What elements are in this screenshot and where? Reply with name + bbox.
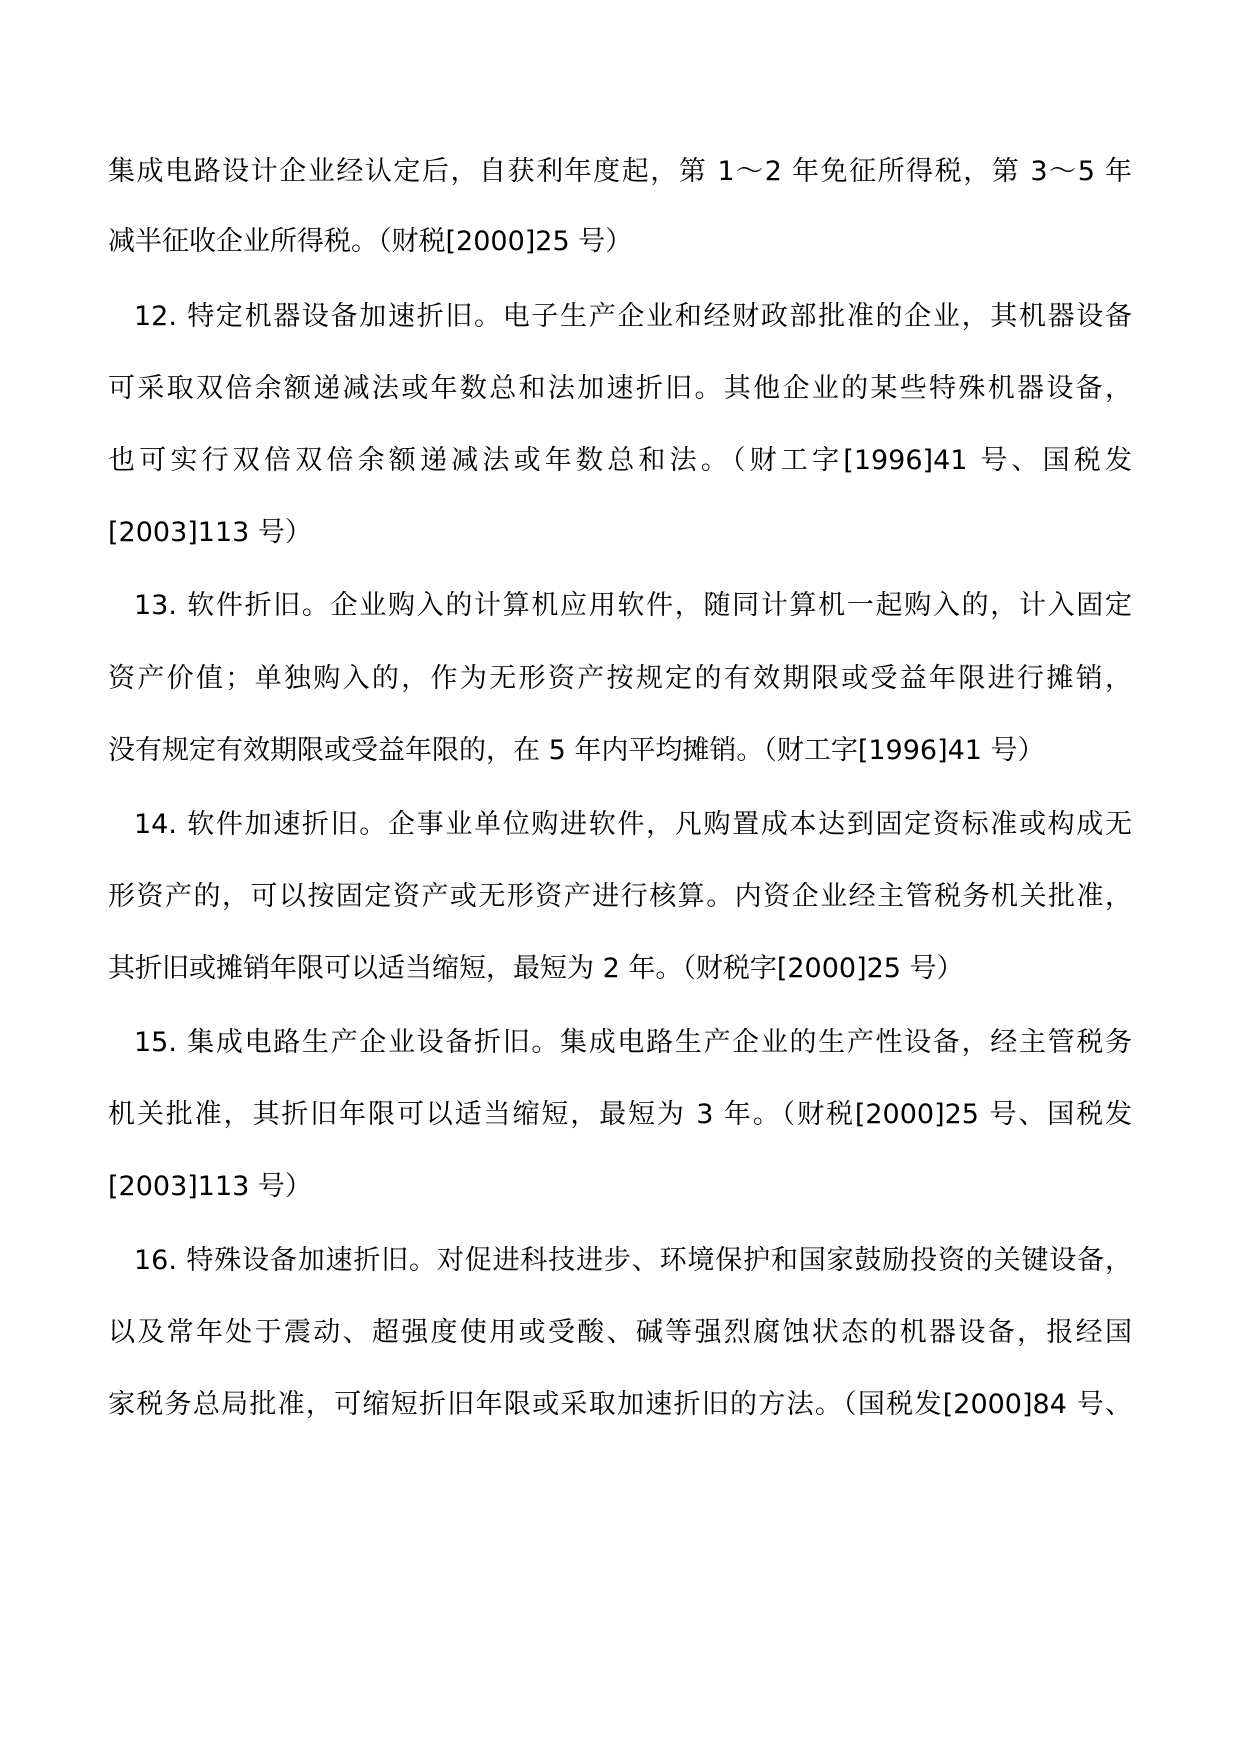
text-line: 形资产的，可以按固定资产或无形资产进行核算。内资企业经主管税务机关批准，: [108, 881, 1132, 912]
text-line: 没有规定有效期限或受益年限的，在 5 年内平均摊销。（财工字[1996]41 号）: [108, 735, 1045, 766]
text-line: 减半征收企业所得税。（财税[2000]25 号）: [108, 226, 633, 257]
paragraph-13-start: 13. 软件折旧。企业购入的计算机应用软件，随同计算机一起购入的，计入固定: [134, 590, 1132, 621]
text-line: 集成电路设计企业经认定后，自获利年度起，第 1～2 年免征所得税，第 3～5 年: [108, 156, 1132, 187]
text-line: 可采取双倍余额递减法或年数总和法加速折旧。其他企业的某些特殊机器设备，: [108, 373, 1132, 404]
text-line: 资产价值；单独购入的，作为无形资产按规定的有效期限或受益年限进行摊销，: [108, 663, 1132, 694]
text-line: [2003]113 号）: [108, 517, 312, 548]
text-line: [2003]113 号）: [108, 1171, 312, 1202]
text-line: 机关批准，其折旧年限可以适当缩短，最短为 3 年。（财税[2000]25 号、国税发: [108, 1099, 1132, 1130]
text-line: 以及常年处于震动、超强度使用或受酸、碱等强烈腐蚀状态的机器设备，报经国: [108, 1317, 1132, 1348]
text-line: 也可实行双倍双倍余额递减法或年数总和法。（财工字[1996]41 号、国税发: [108, 445, 1132, 476]
paragraph-16-start: 16. 特殊设备加速折旧。对促进科技进步、环境保护和国家鼓励投资的关键设备，: [134, 1245, 1132, 1276]
paragraph-14-start: 14. 软件加速折旧。企事业单位购进软件，凡购置成本达到固定资标准或构成无: [134, 809, 1132, 840]
paragraph-12-start: 12. 特定机器设备加速折旧。电子生产企业和经财政部批准的企业，其机器设备: [134, 301, 1132, 332]
text-line: 家税务总局批准，可缩短折旧年限或采取加速折旧的方法。（国税发[2000]84 号、: [108, 1389, 1132, 1420]
text-line: 其折旧或摊销年限可以适当缩短，最短为 2 年。（财税字[2000]25 号）: [108, 953, 964, 984]
document-page: [108, 0, 1132, 1754]
paragraph-15-start: 15. 集成电路生产企业设备折旧。集成电路生产企业的生产性设备，经主管税务: [134, 1027, 1132, 1058]
